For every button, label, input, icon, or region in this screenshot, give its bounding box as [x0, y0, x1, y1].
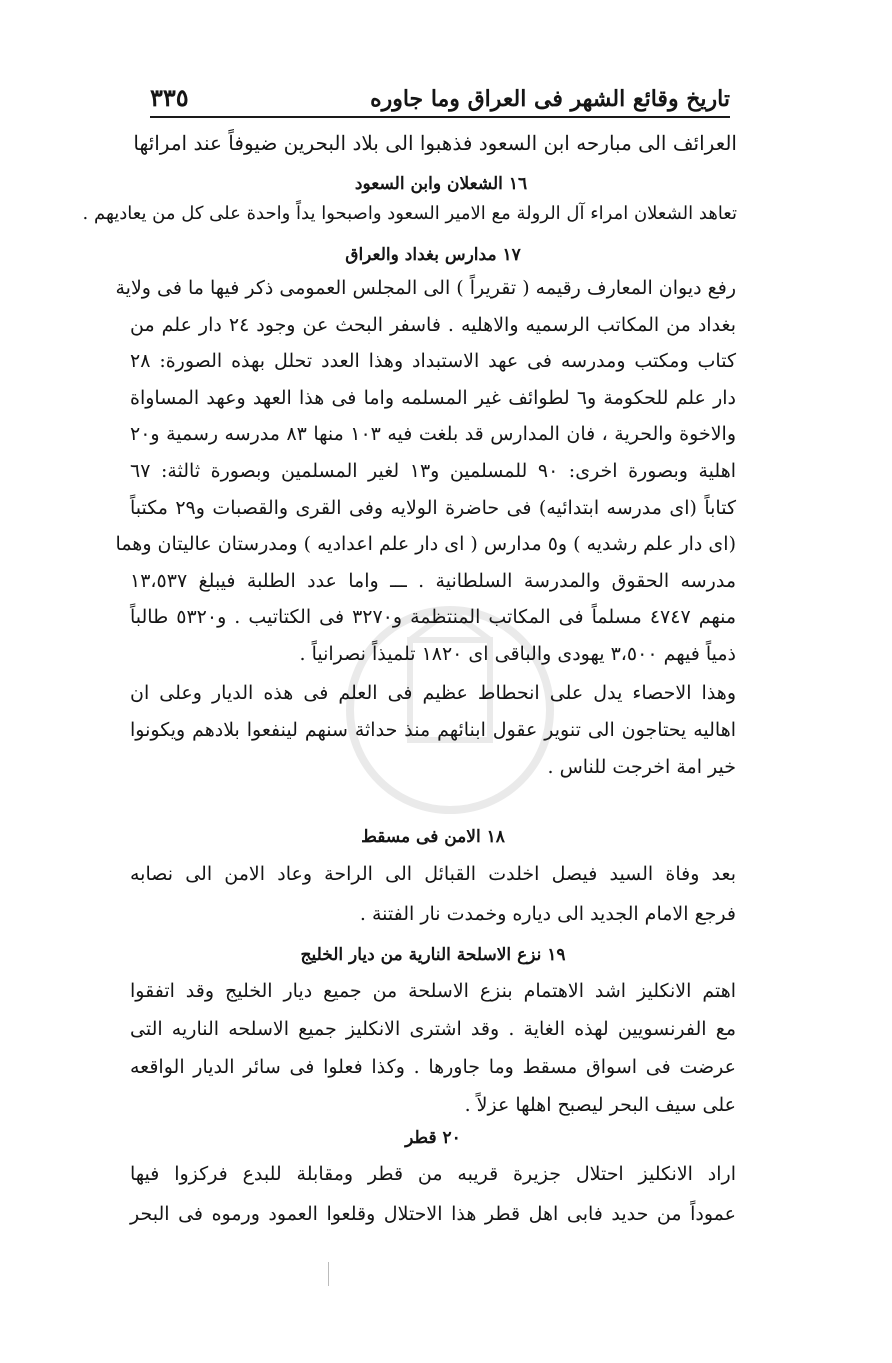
page-header	[150, 80, 730, 118]
text-line: مع الفرنسويين لهذه الغاية . وقد اشترى الانكليز جميع الاسلحه الناريه التى	[130, 1018, 736, 1040]
text-line: مدرسه الحقوق والمدرسة السلطانية . ـــ واما عدد الطلبة فيبلغ ١٣،٥٣٧	[130, 569, 736, 592]
section-heading: ١٧ مدارس بغداد والعراق	[345, 245, 521, 265]
section-heading: ١٩ نزع الاسلحة النارية من ديار الخليج	[300, 945, 566, 965]
section-17-paragraph-2	[130, 675, 736, 786]
text-line: وهذا الاحصاء يدل على انحطاط عظيم فى العلم فى هذه الديار وعلى ان	[130, 681, 736, 704]
text-line: العرائف الى مبارحه ابن السعود فذهبوا الى بلاد البحرين ضيوفاً عند امرائها	[133, 131, 737, 155]
section-17-paragraph-1	[115, 270, 737, 673]
text-line: اراد الانكليز احتلال جزيرة قريبه من قطر ومقابلة للبدع فركزوا فيها	[130, 1163, 736, 1185]
section-19-paragraph	[130, 972, 736, 1124]
text-line: عرضت فى اسواق مسقط وما جاورها . وكذا فعلوا فى سائر الديار الواقعه	[130, 1056, 736, 1078]
text-line: والاخوة والحرية ، فان المدارس قد بلغت فيه ١٠٣ منها ٨٣ مدرسه رسمية و٢٠	[130, 423, 736, 446]
text-line: دار علم للحكومة و٦ لطوائف غير المسلمه واما فى هذا العهد وعهد المساواة	[130, 386, 736, 409]
section-heading: ١٨ الامن فى مسقط	[361, 827, 505, 847]
text-line: اهتم الانكليز اشد الاهتمام بنزع الاسلحة من جميع ديار الخليج وقد اتفقوا	[130, 980, 736, 1002]
section-20	[130, 1122, 736, 1234]
text-line: تعاهد الشعلان امراء آل الرولة مع الامير السعود واصبحوا يداً واحدة على كل من يعاديهم .	[82, 203, 737, 224]
section-19	[130, 938, 736, 1124]
text-line: (اى دار علم رشديه ) و٥ مدارس ( اى دار علم اعداديه ) ومدرستان عاليتان وهما	[115, 533, 736, 556]
text-line: اهلية وبصورة اخرى: ٩٠ للمسلمين و١٣ لغير المسلمين وبصورة ثالثة: ٦٧	[130, 459, 737, 482]
text-line: منهم ٤٧٤٧ مسلماً فى المكاتب المنتظمة و٣٢٧٠ فى الكتاتيب . و٥٣٢٠ طالباً	[130, 606, 737, 629]
section-20-paragraph	[130, 1154, 736, 1234]
text-line: على سيف البحر ليصبح اهلها عزلاً .	[464, 1094, 736, 1116]
text-line: فرجع الامام الجديد الى دياره وخمدت نار الفتنة .	[359, 903, 736, 925]
section-16	[82, 170, 737, 230]
running-title: تاريخ وقائع الشهر فى العراق وما جاوره	[370, 86, 730, 112]
section-heading: ١٦ الشعلان وابن السعود	[354, 174, 528, 194]
text-line: خير امة اخرجت للناس .	[547, 755, 736, 778]
page-number: ٣٣٥	[150, 83, 189, 112]
intro-paragraph	[133, 128, 737, 158]
scan-mark	[328, 1262, 329, 1286]
text-line: بعد وفاة السيد فيصل اخلدت القبائل الى الراحة وعاد الامن الى نصابه	[130, 863, 736, 885]
section-heading: ٢٠ قطر	[405, 1128, 461, 1148]
text-line: كتاباً (اى مدرسه ابتدائيه) فى حاضرة الولايه وفى القرى والقصبات و٢٩ مكتباً	[130, 496, 736, 519]
section-17	[115, 240, 737, 786]
section-18-paragraph	[130, 854, 736, 934]
text-line: ذمياً فيهم ٣،٥٠٠ يهودى والباقى اى ١٨٢٠ تلميذاً نصرانياً .	[299, 642, 736, 665]
section-18	[130, 820, 736, 934]
text-line: بغداد من المكاتب الرسميه والاهليه . فاسفر البحث عن وجود ٢٤ دار علم من	[130, 313, 736, 336]
text-line: كتاب ومكتب ومدرسه فى عهد الاستبداد وهذا العدد تحلل بهذه الصورة: ٢٨	[130, 350, 736, 373]
text-line: عموداً من حديد فابى اهل قطر هذا الاحتلال وقلعوا العمود ورموه فى البحر	[130, 1203, 736, 1225]
text-line: اهاليه يحتاجون الى تنوير عقول ابنائهم منذ حداثة سنهم لينفعوا بلادهم ويكونوا	[130, 718, 736, 741]
text-line: رفع ديوان المعارف رقيمه ( تقريراً ) الى المجلس العمومى ذكر فيها ما فى ولاية	[115, 277, 736, 299]
